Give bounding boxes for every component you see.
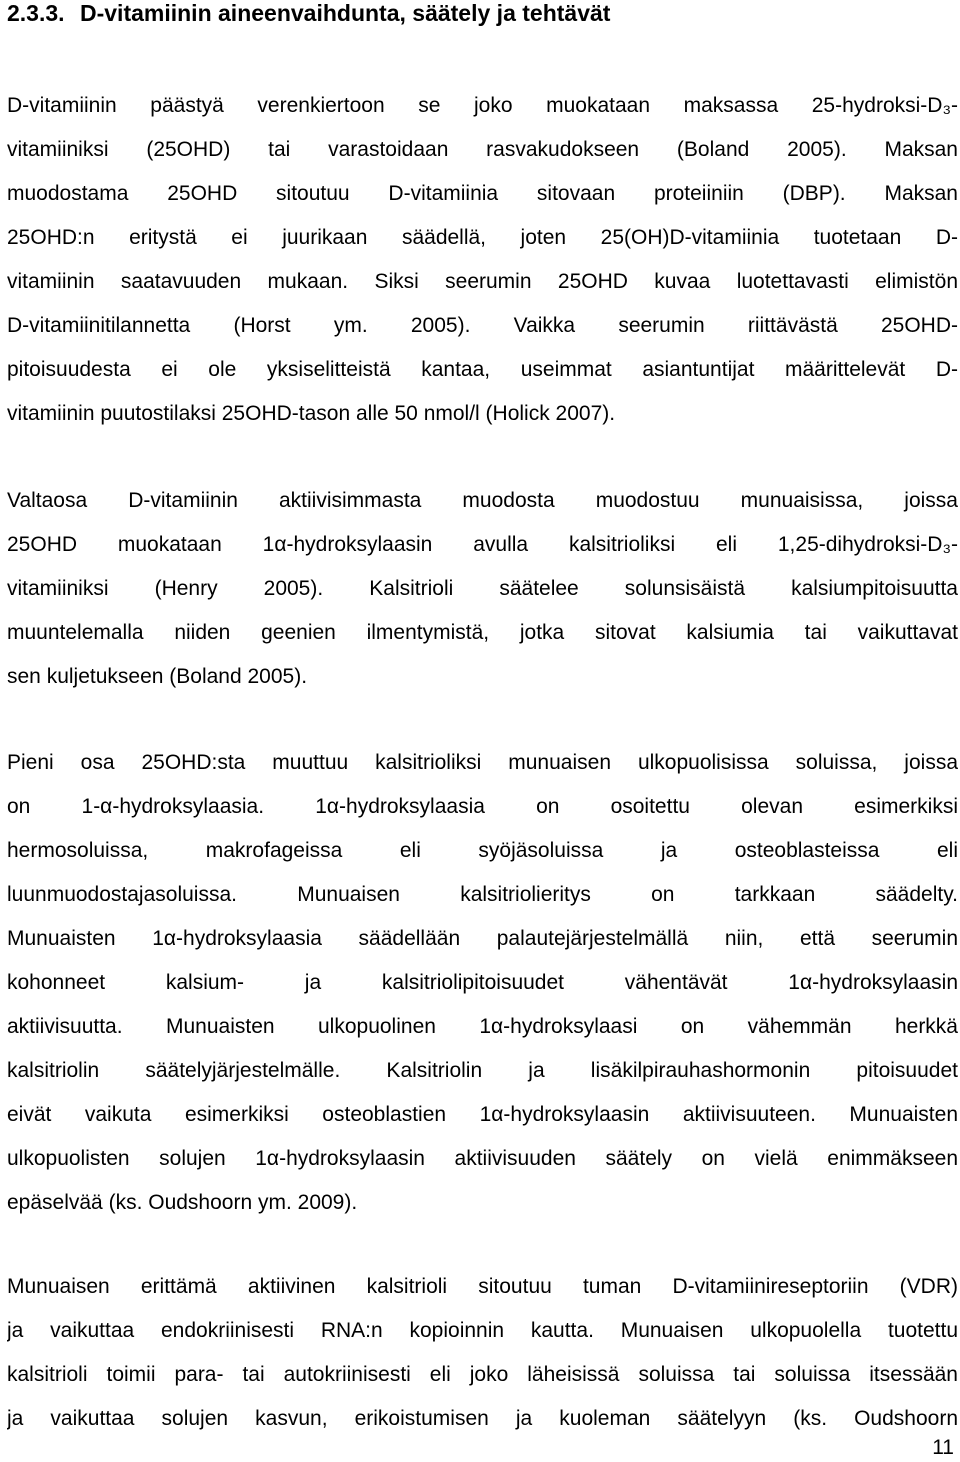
- paragraph-line: pitoisuudesta ei ole yksiselitteistä kantaa, useimmat asiantuntijat määrittelevät D-: [7, 358, 958, 381]
- paragraph-line: Valtaosa D-vitamiinin aktiivisimmasta muodosta muodostuu munuaisissa, joissa: [7, 489, 958, 512]
- paragraph-4: [7, 1265, 958, 1441]
- paragraph-line: muodostama 25OHD sitoutuu D-vitamiinia sitovaan proteiiniin (DBP). Maksan: [7, 182, 958, 205]
- paragraph-line: muuntelemalla niiden geenien ilmentymistä, jotka sitovat kalsiumia tai vaikuttavat: [7, 621, 958, 644]
- paragraph-line: aktiivisuutta. Munuaisten ulkopuolinen 1α-hydroksylaasi on vähemmän herkkä: [7, 1015, 958, 1038]
- paragraph-line: ja vaikuttaa endokriinisesti RNA:n kopioinnin kautta. Munuaisen ulkopuolella tuotettu: [7, 1319, 958, 1342]
- section-heading: [7, 0, 958, 29]
- paragraph-line: Munuaisen erittämä aktiivinen kalsitrioli sitoutuu tuman D-vitamiinireseptoriin (VDR): [7, 1275, 958, 1298]
- paragraph-1: [7, 84, 958, 436]
- paragraph-line: kalsitrioli toimii para- tai autokriinisesti eli joko läheisissä soluissa tai soluissa itsessään: [7, 1363, 958, 1386]
- paragraph-line: vitamiinin puutostilaksi 25OHD-tason alle 50 nmol/l (Holick 2007).: [7, 402, 616, 425]
- paragraph-line: luunmuodostajasoluissa. Munuaisen kalsitriolieritys on tarkkaan säädelty.: [7, 883, 958, 906]
- paragraph-line: sen kuljetukseen (Boland 2005).: [7, 665, 308, 688]
- section-number: 2.3.3.: [7, 0, 65, 26]
- section-title: D-vitamiinin aineenvaihdunta, säätely ja tehtävät: [80, 0, 611, 26]
- paragraph-line: kalsitriolin säätelyjärjestelmälle. Kalsitriolin ja lisäkilpirauhashormonin pitoisuudet: [7, 1059, 958, 1082]
- paragraph-line: kohonneet kalsium- ja kalsitriolipitoisuudet vähentävät 1α-hydroksylaasin: [7, 971, 958, 994]
- paragraph-line: ja vaikuttaa solujen kasvun, erikoistumisen ja kuoleman säätelyyn (ks. Oudshoorn: [7, 1407, 958, 1430]
- paragraph-line: 25OHD:n eritystä ei juurikaan säädellä, joten 25(OH)D-vitamiinia tuotetaan D-: [7, 226, 958, 249]
- paragraph-line: Munuaisten 1α-hydroksylaasia säädellään palautejärjestelmällä niin, että seerumin: [7, 927, 958, 950]
- paragraph-line: vitamiiniksi (25OHD) tai varastoidaan rasvakudokseen (Boland 2005). Maksan: [7, 138, 958, 161]
- paragraph-line: eivät vaikuta esimerkiksi osteoblastien 1α-hydroksylaasin aktiivisuuteen. Munuaisten: [7, 1103, 958, 1126]
- paragraph-line: Pieni osa 25OHD:sta muuttuu kalsitrioliksi munuaisen ulkopuolisissa soluissa, joissa: [7, 751, 958, 774]
- paragraph-line: ulkopuolisten solujen 1α-hydroksylaasin aktiivisuuden säätely on vielä enimmäkseen: [7, 1147, 958, 1170]
- paragraph-line: on 1-α-hydroksylaasia. 1α-hydroksylaasia on osoitettu olevan esimerkiksi: [7, 795, 958, 818]
- paragraph-line: D-vitamiinin päästyä verenkiertoon se joko muokataan maksassa 25-hydroksi-D₃-: [7, 94, 958, 117]
- paragraph-line: vitamiiniksi (Henry 2005). Kalsitrioli säätelee solunsisäistä kalsiumpitoisuutta: [7, 577, 958, 600]
- paragraph-line: epäselvää (ks. Oudshoorn ym. 2009).: [7, 1191, 358, 1214]
- paragraph-line: 25OHD muokataan 1α-hydroksylaasin avulla kalsitrioliksi eli 1,25-dihydroksi-D₃-: [7, 533, 958, 556]
- paragraph-line: hermosoluissa, makrofageissa eli syöjäsoluissa ja osteoblasteissa eli: [7, 839, 958, 862]
- paragraph-3: [7, 741, 958, 1225]
- page-number: 11: [932, 1436, 954, 1459]
- paragraph-2: [7, 479, 958, 699]
- paragraph-line: vitamiinin saatavuuden mukaan. Siksi seerumin 25OHD kuvaa luotettavasti elimistön: [7, 270, 958, 293]
- paragraph-line: D-vitamiinitilannetta (Horst ym. 2005). Vaikka seerumin riittävästä 25OHD-: [7, 314, 958, 337]
